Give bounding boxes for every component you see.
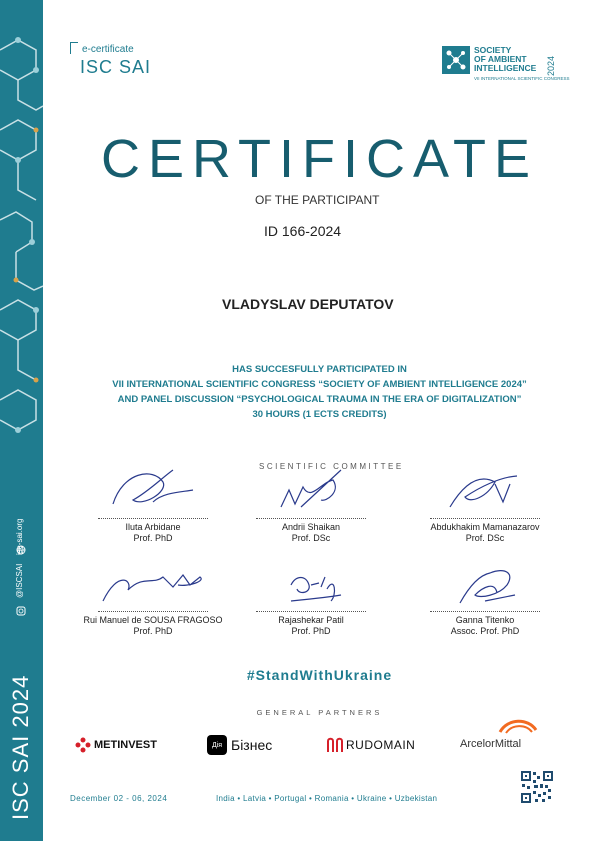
qr-code[interactable] (520, 770, 554, 804)
bracket-mark (70, 42, 78, 54)
signature-mark (251, 555, 371, 609)
description-line-4: 30 HOURS (1 ECTS CREDITS) (252, 409, 387, 420)
member-rank: Assoc. Prof. PhD (450, 626, 520, 636)
signature-block (226, 555, 396, 637)
society-year: 2024 (546, 55, 556, 76)
metinvest-logo (75, 737, 157, 753)
event-countries: India • Latvia • Portugal • Romania • Ukraine • Uzbekistan (216, 794, 438, 803)
signature-line (430, 518, 540, 519)
signature-line (256, 611, 366, 612)
signature-line (98, 611, 208, 612)
rudomain-emblem-icon (327, 737, 343, 753)
molecule-pattern (0, 0, 43, 460)
isc-sai-logo: ISC SAI (80, 57, 152, 77)
signature-mark (251, 462, 371, 516)
member-rank: Prof. DSc (465, 533, 505, 543)
member-rank: Prof. PhD (133, 533, 173, 543)
description-line-3: AND PANEL DISCUSSION “PSYCHOLOGICAL TRAUMA IN THE ERA OF DIGITALIZATION” (117, 394, 522, 405)
signature-block (400, 555, 570, 637)
event-dates: December 02 - 06, 2024 (70, 794, 168, 803)
participation-description (43, 362, 596, 422)
society-line-3: INTELLIGENCE (474, 63, 537, 73)
signature-block (68, 555, 238, 637)
member-rank: Prof. DSc (291, 533, 331, 543)
member-rank: Prof. PhD (133, 626, 173, 636)
signature-block (226, 462, 396, 544)
society-line-2: OF AMBIENT (474, 54, 527, 64)
social-handle-text: @ISCSAI (15, 563, 24, 598)
diya-mark: Дія (207, 735, 227, 755)
rudomain-logo (327, 737, 415, 753)
society-name (474, 46, 536, 73)
description-line-1: HAS SUCCESFULLY PARTICIPATED IN (232, 364, 407, 375)
signature-mark (88, 555, 218, 609)
participant-name: VLADYSLAV DEPUTATOV (222, 296, 394, 312)
society-logo (442, 44, 570, 86)
description-line-2: VII INTERNATIONAL SCIENTIFIC CONGRESS “SOCIETY OF AMBIENT INTELLIGENCE 2024” (112, 379, 527, 390)
partners-title: GENERAL PARTNERS (256, 708, 383, 717)
signature-block (68, 462, 238, 544)
diya-text: Бізнес (231, 737, 273, 753)
metinvest-text: METINVEST (94, 739, 157, 751)
member-rank: Prof. PhD (291, 626, 331, 636)
signature-block (400, 462, 570, 544)
certificate-id: ID 166-2024 (264, 223, 342, 239)
member-name: Iluta Arbidane (125, 522, 181, 532)
signature-line (98, 518, 208, 519)
certificate-subtitle: OF THE PARTICIPANT (255, 193, 380, 207)
society-congress: VII INTERNATIONAL SCIENTIFIC CONGRESS (474, 76, 570, 81)
committee-title: SCIENTIFIC COMMITTEE (259, 462, 404, 471)
diya-business-logo (207, 735, 272, 755)
member-name: Ganna Titenko (455, 615, 515, 625)
left-sidebar (0, 0, 43, 841)
certificate-title: CERTIFICATE (100, 129, 539, 189)
member-name: Andrii Shaikan (281, 522, 341, 532)
signature-line (430, 611, 540, 612)
society-line-1: SOCIETY (474, 45, 512, 55)
member-name: Rajashekar Patil (278, 615, 344, 625)
ecertificate-label: e-certificate (82, 44, 134, 55)
rudomain-text: RUDOMAIN (346, 738, 416, 752)
society-emblem-icon (442, 46, 470, 74)
instagram-icon (16, 606, 26, 616)
arcelor-swoosh-icon (498, 716, 538, 734)
signature-mark (425, 462, 545, 516)
metinvest-star-icon (75, 737, 91, 753)
signature-mark (93, 462, 213, 516)
member-name: Abdukhakim Mamanazarov (430, 522, 540, 532)
signature-mark (425, 555, 545, 609)
globe-icon (16, 545, 26, 555)
arcelormittal-logo (460, 716, 540, 756)
sidebar-brand: ISC SAI 2024 (8, 674, 33, 820)
website-text: isc-sai.org (15, 518, 24, 555)
signature-line (256, 518, 366, 519)
hashtag: #StandWithUkraine (246, 667, 393, 683)
arcelor-text: ArcelorMittal (460, 738, 522, 750)
member-name: Rui Manuel de SOUSA FRAGOSO (83, 615, 223, 625)
